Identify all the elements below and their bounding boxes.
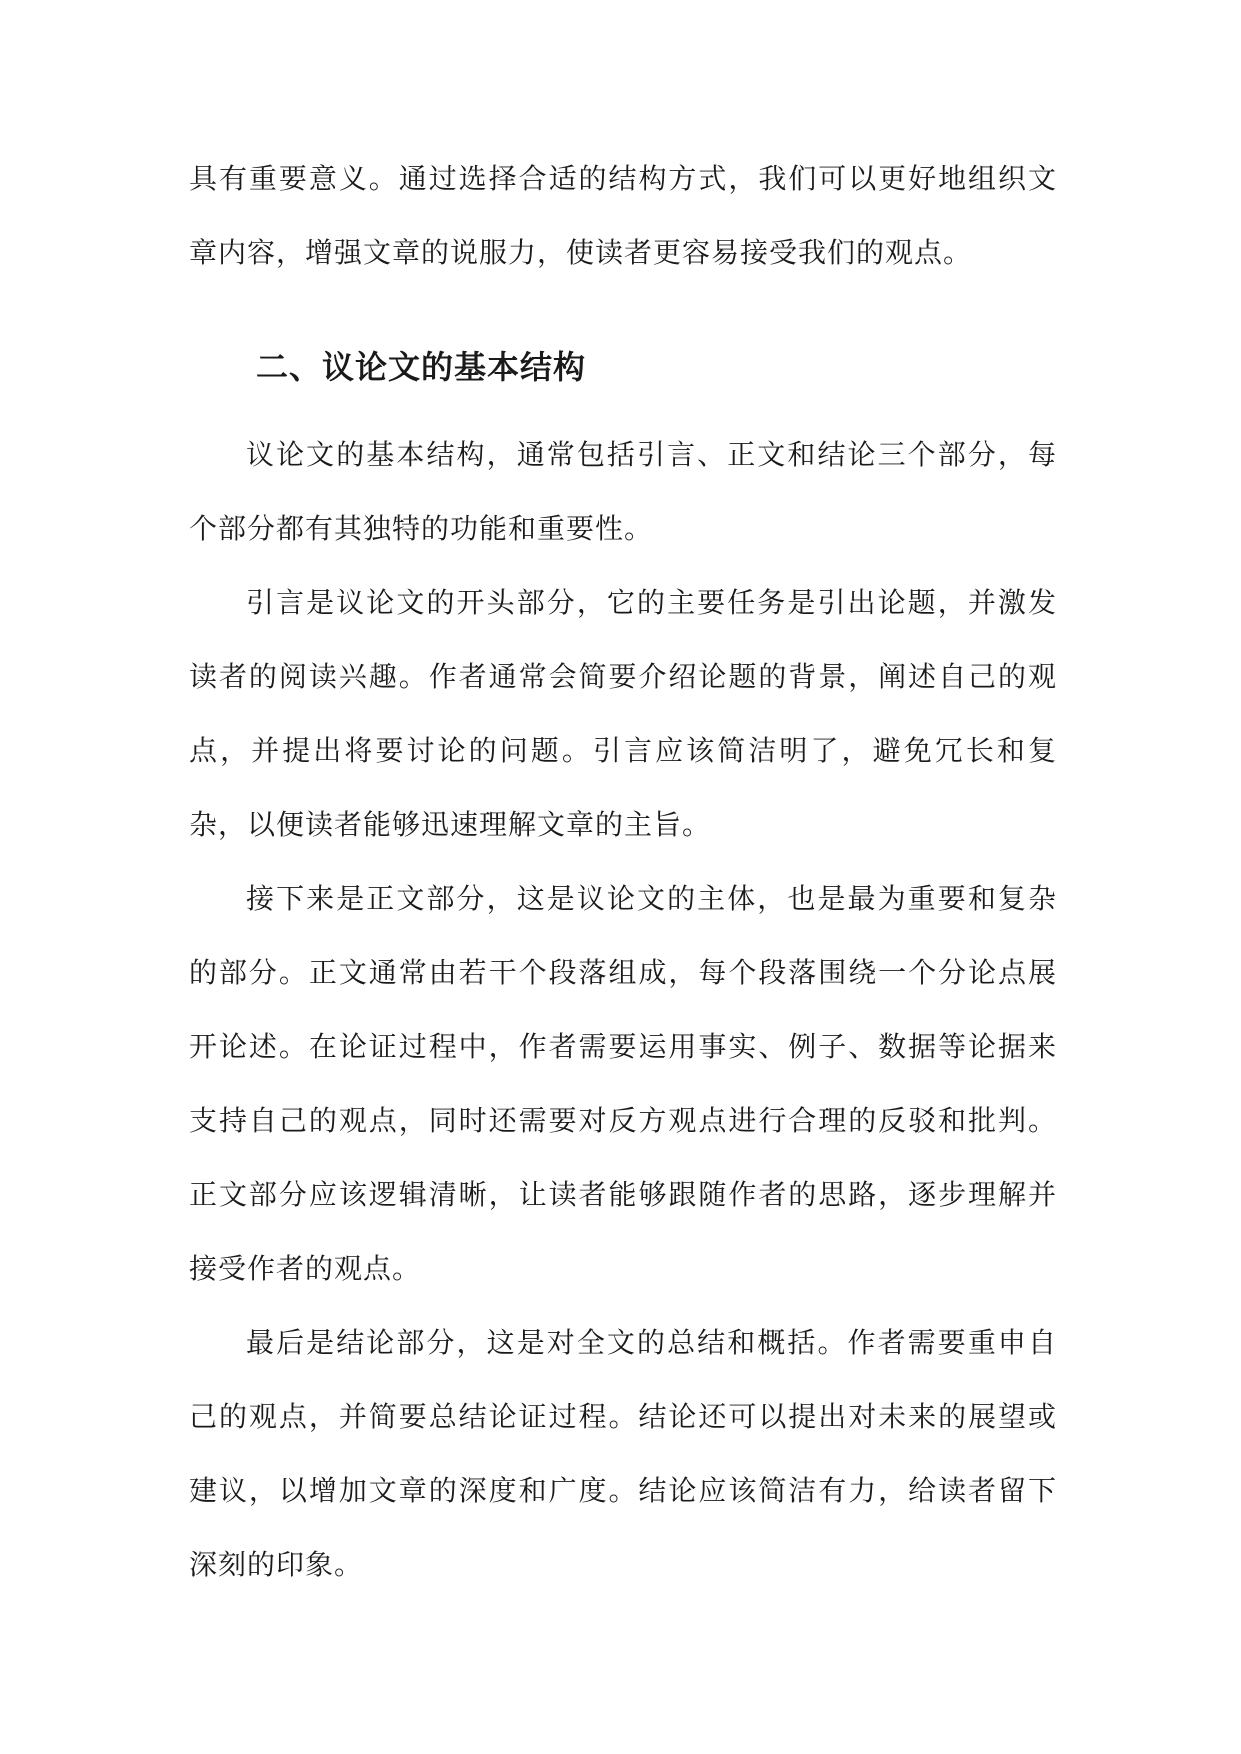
- paragraph-conclusion: 最后是结论部分，这是对全文的总结和概括。作者需要重申自己的观点，并简要总结论证过程。结论还可以提出对未来的展望或建议，以增加文章的深度和广度。结论应该简洁有力，给读者留下深刻的印象。: [189, 1326, 1057, 1581]
- section-heading: 二、议论文的基本结构: [256, 348, 587, 386]
- continuation-paragraph: 具有重要意义。通过选择合适的结构方式，我们可以更好地组织文章内容，增强文章的说服力，使读者更容易接受我们的观点。: [189, 162, 1057, 269]
- paragraph-structure-overview: 议论文的基本结构，通常包括引言、正文和结论三个部分，每个部分都有其独特的功能和重要性。: [189, 438, 1057, 545]
- document-body: [189, 142, 1057, 1602]
- paragraph-introduction: 引言是议论文的开头部分，它的主要任务是引出论题，并激发读者的阅读兴趣。作者通常会简要介绍论题的背景，阐述自己的观点，并提出将要讨论的问题。引言应该简洁明了，避免冗长和复杂，以便读者能够迅速理解文章的主旨。: [189, 586, 1057, 841]
- paragraph-main-body: 接下来是正文部分，这是议论文的主体，也是最为重要和复杂的部分。正文通常由若干个段落组成，每个段落围绕一个分论点展开论述。在论证过程中，作者需要运用事实、例子、数据等论据来支持自己的观点，同时还需要对反方观点进行合理的反驳和批判。正文部分应该逻辑清晰，让读者能够跟随作者的思路，逐步理解并接受作者的观点。: [189, 882, 1057, 1285]
